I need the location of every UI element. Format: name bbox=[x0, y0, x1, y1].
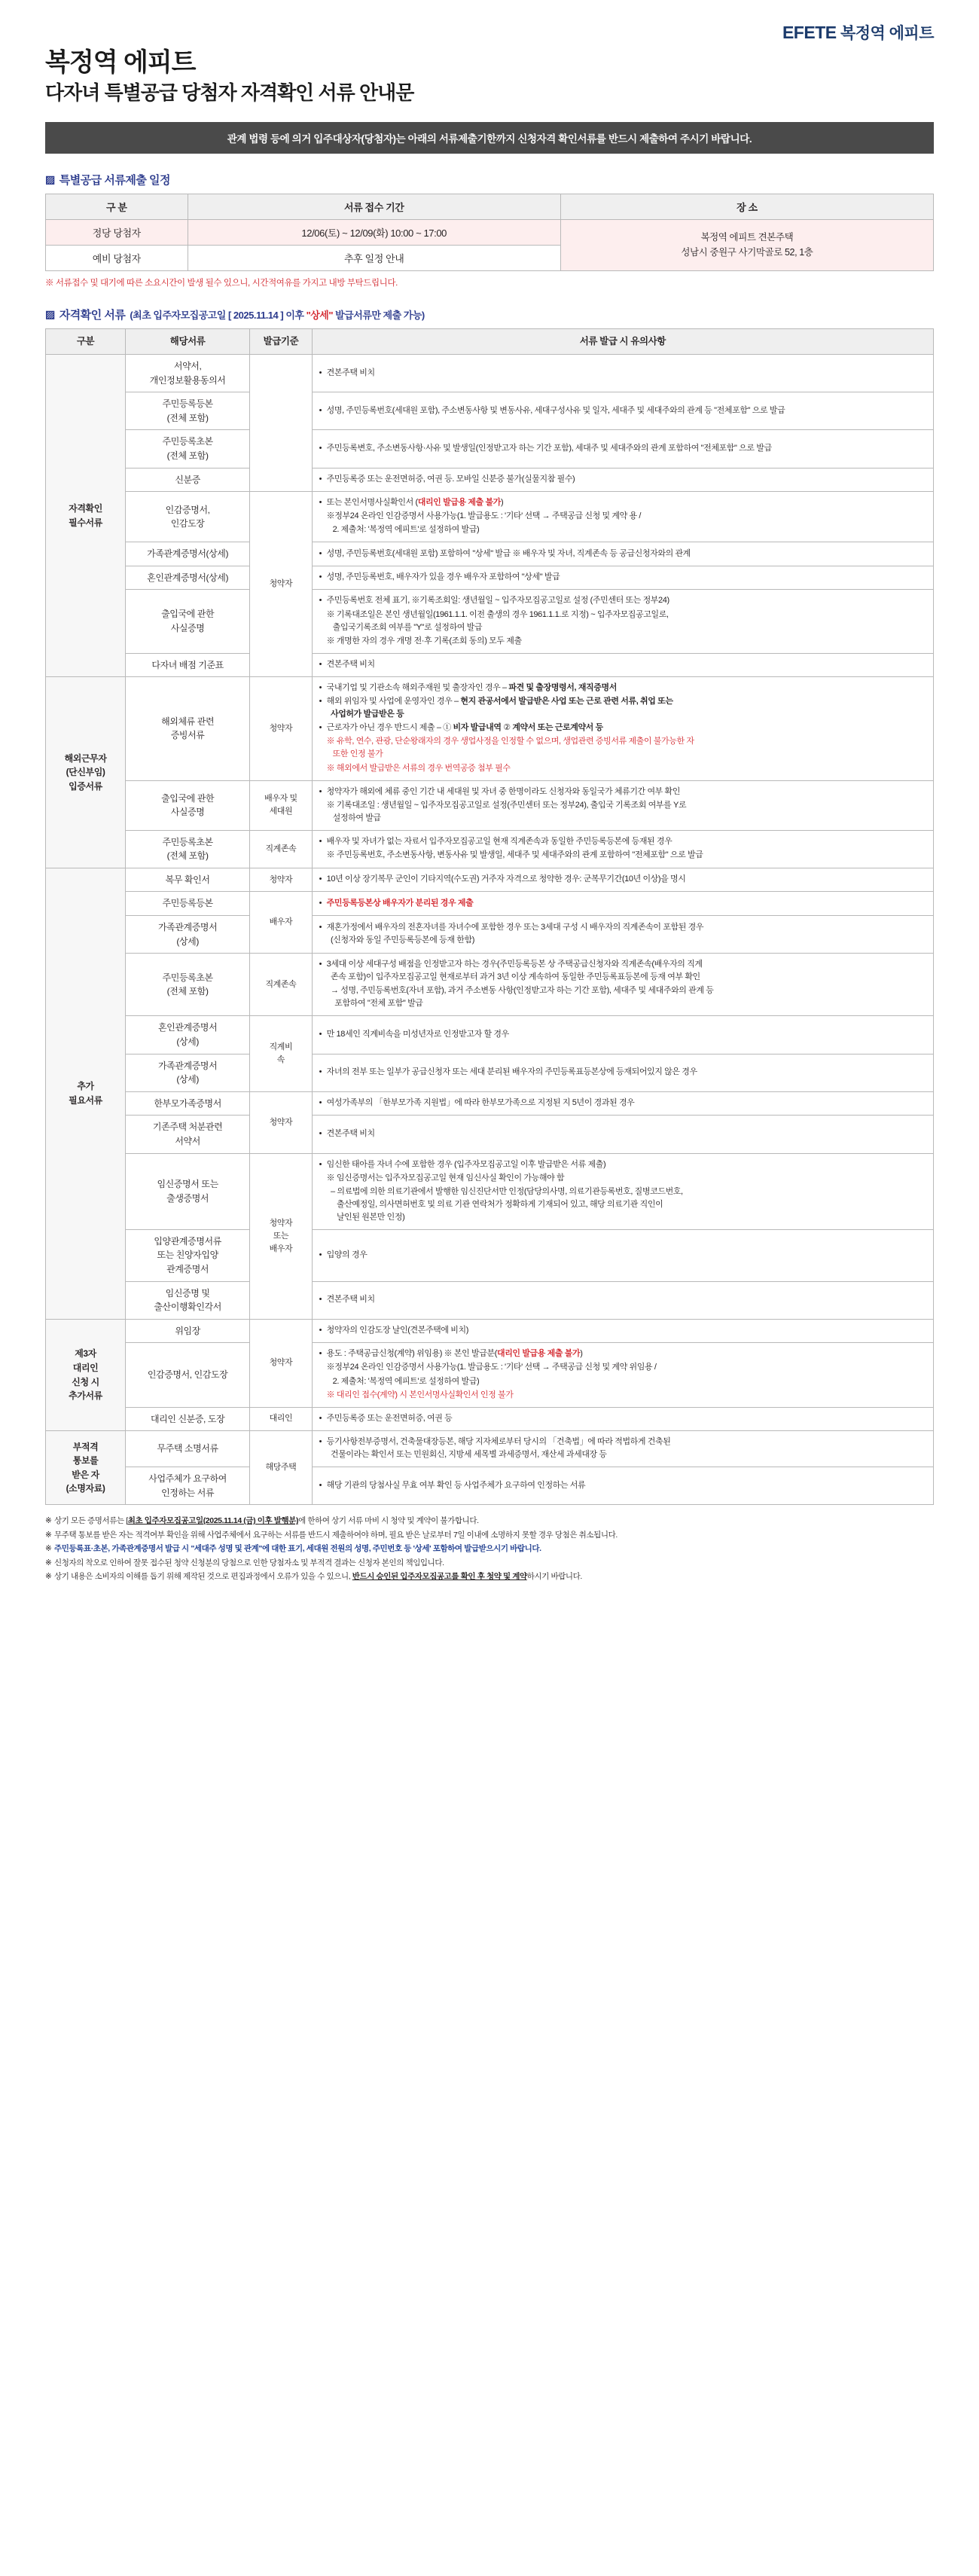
col-period: 서류 접수 기간 bbox=[188, 194, 560, 219]
notes-cell bbox=[312, 590, 933, 653]
row1-period: 12/06(토) ~ 12/09(화) 10:00 ~ 17:00 bbox=[188, 219, 560, 245]
document-name-cell: 주민등록초본 (전체 포함) bbox=[126, 954, 250, 1016]
document-name-cell: 출입국에 관한 사실증명 bbox=[126, 590, 250, 653]
table-row bbox=[46, 916, 934, 954]
category-cell: 제3자 대리인 신청 시 추가서류 bbox=[46, 1319, 126, 1430]
section2-heading bbox=[45, 307, 934, 322]
document-name-cell: 기존주택 처분관련 서약서 bbox=[126, 1116, 250, 1153]
table-row bbox=[46, 1091, 934, 1116]
note-item: • 청약자의 인감도장 날인(견본주택에 비치) bbox=[319, 1324, 929, 1337]
note-item: – 의료법에 의한 의료기관에서 발행한 임신진단서만 인정(담당의사명, 의료기관등록번호, 질병코드번호, 출산예정일, 의사면허번호 및 의료 기관 연락처가 정확하게 기재되어 있고, 해당 의료기관 직인이 날인된 원본만 인정) bbox=[326, 1186, 683, 1222]
note-item: • 입양의 경우 bbox=[319, 1249, 929, 1262]
document-name-cell: 서약서, 개인정보활용동의서 bbox=[126, 354, 250, 392]
issue-basis-cell: 청약자 또는 배우자 bbox=[250, 1153, 313, 1319]
category-cell: 해외근무자 (단신부임) 입증서류 bbox=[46, 677, 126, 868]
notes-cell bbox=[312, 677, 933, 780]
document-name-cell: 출입국에 관한 사실증명 bbox=[126, 780, 250, 830]
notes-cell bbox=[312, 1281, 933, 1319]
note-item: • 3세대 이상 세대구성 배점을 인정받고자 하는 경우(주민등록등본 상 주택공급신청자와 직계존속(배우자의 직계 존속 포함)이 입주자모집공고일 현재로부터 과거 3년 이상 계속하여 동일한 주민등록표등본에 등재 여부 확인 bbox=[319, 958, 929, 984]
table-row bbox=[46, 1467, 934, 1505]
col-gubun: 구 분 bbox=[46, 194, 188, 219]
issue-basis-cell: 청약자 bbox=[250, 868, 313, 892]
table-row bbox=[46, 1153, 934, 1229]
col-category: 구분 bbox=[46, 328, 126, 354]
document-name-cell: 주민등록등본 bbox=[126, 892, 250, 916]
brand-name: EFETE bbox=[782, 23, 837, 42]
note-item: • 배우자 및 자녀가 없는 자료서 입주자모집공고일 현재 직계존속과 동일한 주민등록등본에 등재된 경우 bbox=[319, 835, 929, 848]
category-cell: 추가 필요서류 bbox=[46, 868, 126, 1319]
note-item: • 주민등록변호, 주소변동사항·사유 및 발생일(인정받고자 하는 기간 포함), 세대주 및 세대주와의 관계 포함하여 "전체포함" 으로 발급 bbox=[319, 442, 929, 455]
note-item: • 견본주택 비치 bbox=[319, 658, 929, 671]
document-name-cell: 혼인관계증명서 (상세) bbox=[126, 1016, 250, 1054]
note-item: • 견본주택 비치 bbox=[319, 1128, 929, 1140]
footnote-item: ※ 상기 내용은 소비자의 이해를 돕기 위해 제작된 것으로 편집과정에서 오류가 있을 수 있으니, 반드시 승인된 입주자모집공고를 확인 후 청약 및 계약하시기 바랍니다. bbox=[45, 1570, 934, 1583]
note-item: ※정부24 온라인 인감증명서 사용가능(1. 발급용도 : '기타' 선택 → 주택공급 신청 및 계약 위임용 / bbox=[326, 1363, 657, 1372]
table-row bbox=[46, 542, 934, 566]
notes-cell bbox=[312, 1407, 933, 1431]
brand-bar bbox=[45, 0, 934, 44]
issue-basis-cell bbox=[250, 354, 313, 491]
document-name-cell: 인감증명서, 인감도장 bbox=[126, 1343, 250, 1407]
row2-period: 추후 일정 안내 bbox=[188, 245, 560, 270]
note-item: • 10년 이상 장기복무 군인이 기타지역(수도권) 거주자 자격으로 청약한 경우: 군복무기간(10년 이상)을 명시 bbox=[319, 873, 929, 886]
page-subtitle: 다자녀 특별공급 당첨자 자격확인 서류 안내문 bbox=[45, 81, 414, 105]
section1-title: 특별공급 서류제출 일정 bbox=[59, 173, 170, 187]
note-item: ※ 개명한 자의 경우 개명 전·후 기록(조회 동의) 모두 제출 bbox=[326, 636, 522, 646]
document-name-cell: 가족관계증명서(상세) bbox=[126, 542, 250, 566]
note-item: • 또는 본인서명사실확인서 (대리인 발급용 제출 불가) bbox=[319, 496, 929, 509]
note-item: • 견본주택 비치 bbox=[319, 367, 929, 380]
section2-subnote bbox=[130, 307, 424, 322]
notes-cell bbox=[312, 430, 933, 468]
table-row bbox=[46, 1343, 934, 1407]
table-row bbox=[46, 1431, 934, 1467]
table-row bbox=[46, 1229, 934, 1281]
table-row bbox=[46, 1016, 934, 1054]
col-basis: 발급기준 bbox=[250, 328, 313, 354]
documents-table bbox=[45, 328, 934, 1506]
notes-cell bbox=[312, 1091, 933, 1116]
notes-cell bbox=[312, 1116, 933, 1153]
schedule-warning: ※ 서류접수 및 대기에 따른 소요시간이 발생 될수 있으니, 시간적여유를 가지고 내방 부탁드립니다. bbox=[45, 278, 398, 288]
note-item: ※ 대리인 접수(계약) 시 본인서명사실확인서 인정 불가 bbox=[326, 1390, 514, 1399]
row2-gubun: 예비 당첨자 bbox=[46, 245, 188, 270]
note-item: • 임신한 태아를 자녀 수에 포함한 경우 (입주자모집공고일 이후 발급받은 서류 제출) bbox=[319, 1158, 929, 1171]
table-row bbox=[46, 892, 934, 916]
notes-cell bbox=[312, 1153, 933, 1229]
notes-cell bbox=[312, 1229, 933, 1281]
footnote-item: ※ 상기 모든 증명서류는 [최초 입주자모집공고일(2025.11.14 (금) 이후 발행분)에 한하여 상기 서류 마비 시 청약 및 계약이 불가합니다. bbox=[45, 1514, 934, 1528]
note-item: • 청약자가 해외에 체류 중인 기간 내 세대원 및 자녀 중 한명이라도 신청자와 동일국가 체류기간 여부 확인 bbox=[319, 786, 929, 798]
note-item: ※ 임신증명서는 입주자모집공고일 현재 임신사실 확인이 가능해야 함 bbox=[326, 1173, 565, 1183]
notes-cell bbox=[312, 1343, 933, 1407]
subnote-post: 발급서류만 제출 가능) bbox=[333, 309, 425, 321]
note-item: • 성명, 주민등록번호(세대원 포함) 포함하여 "상세" 발급 ※ 배우자 및 자녀, 직계존속 등 공급신청자와의 관계 bbox=[319, 548, 929, 560]
table-row bbox=[46, 780, 934, 830]
table-row bbox=[46, 1116, 934, 1153]
document-name-cell: 임신증명 및 출산이행확인각서 bbox=[126, 1281, 250, 1319]
document-name-cell: 가족관계증명서 (상세) bbox=[126, 1054, 250, 1091]
issue-basis-cell: 해당주택 bbox=[250, 1431, 313, 1505]
note-item: • 근로자가 아닌 경우 반드시 제출 – ① 비자 발급내역 ② 계약서 또는 근로계약서 등 bbox=[319, 722, 929, 734]
category-cell: 자격확인 필수서류 bbox=[46, 354, 126, 676]
note-item: 2. 제출처: '복정역 에피트'로 설정하여 발급) bbox=[326, 525, 480, 535]
place-line2: 성남시 중원구 사기막골로 52, 1층 bbox=[681, 247, 813, 258]
note-item: • 주민등록증 또는 운전면허증, 여권 등. 모바일 신분증 불가(실물지참 필수) bbox=[319, 473, 929, 486]
issue-basis-cell: 직계존속 bbox=[250, 830, 313, 868]
subnote-mid: ] 이후 bbox=[278, 309, 307, 321]
footnote-item: ※ 주민등록표·초본, 가족관계증명서 발급 시 "세대주 성명 및 관계"에 대한 표기, 세대원 전원의 성명, 주민번호 등 '상세' 포함하여 발급받으시기 바랍니다. bbox=[45, 1542, 934, 1555]
document-name-cell: 한부모가족증명서 bbox=[126, 1091, 250, 1116]
note-item: • 주민등록증 또는 운전면허증, 여권 등 bbox=[319, 1412, 929, 1425]
note-item: ※ 기록대조일 : 생년월일 ~ 입주자모집공고일로 설정(주민센터 또는 정부24), 출입국 기록조회 여부를 Y로 설정하여 발급 bbox=[326, 800, 687, 823]
note-item: • 성명, 주민등록번호(세대원 포함), 주소변동사항 및 변동사유, 세대구성사유 및 일자, 세대주 및 세대주와의 관계 등 "전체포함" 으로 발급 bbox=[319, 404, 929, 417]
table-row bbox=[46, 492, 934, 542]
table-row bbox=[46, 868, 934, 892]
document-name-cell: 주민등록초본 (전체 포함) bbox=[126, 430, 250, 468]
note-item: • 등기사항전부증명서, 건축물대장등본, 해당 지자체로부터 당시의 「건축법」에 따라 적법하게 건축된 건물이라는 확인서 또는 민원회신, 지방세 세목별 과세증명서, 재산세 과세대장 등 bbox=[319, 1436, 929, 1461]
category-cell: 부적격 통보를 받은 자 (소명자료) bbox=[46, 1431, 126, 1505]
notes-cell bbox=[312, 653, 933, 677]
table-row bbox=[46, 830, 934, 868]
note-item: • 자녀의 전부 또는 일부가 공급신청자 또는 세대 분리된 배우자의 주민등록표등본상에 등재되어있지 않은 경우 bbox=[319, 1066, 929, 1079]
row1-gubun: 정당 당첨자 bbox=[46, 219, 188, 245]
table-row bbox=[46, 219, 934, 245]
note-item: ※정부24 온라인 인감증명서 사용가능(1. 발급용도 : '기타' 선택 → 주택공급 신청 및 계약 용 / bbox=[326, 511, 642, 521]
document-name-cell: 주민등록등본 (전체 포함) bbox=[126, 392, 250, 430]
notes-cell bbox=[312, 1467, 933, 1505]
notes-cell bbox=[312, 830, 933, 868]
table-row bbox=[46, 392, 934, 430]
note-item: → 성명, 주민등록번호(자녀 포함), 과거 주소변동 사항(인정받고자 하는 기간 포함), 세대주 및 세대주와의 관계 등 포함하여 "전체 포함" 발급 bbox=[326, 986, 714, 1009]
table-row bbox=[46, 590, 934, 653]
table-row bbox=[46, 1054, 934, 1091]
table-row bbox=[46, 1319, 934, 1343]
subnote-red: "상세" bbox=[306, 309, 334, 321]
document-name-cell: 가족관계증명서 (상세) bbox=[126, 916, 250, 954]
note-item: • 재혼가정에서 배우자의 전혼자녀를 자녀수에 포함한 경우 또는 3세대 구성 시 배우자의 직계존속이 포함된 경우 (신청자와 동일 주민등록등본에 등재 한함) bbox=[319, 921, 929, 947]
issue-basis-cell: 청약자 bbox=[250, 1091, 313, 1153]
note-item: • 해외 위임자 및 사업에 운영자인 경우 – 현지 관공서에서 발급받은 사업 또는 근로 관련 서류, 취업 또는 사업허가 발급받은 등 bbox=[319, 695, 929, 721]
table-row bbox=[46, 1281, 934, 1319]
note-item: 2. 제출처: '복정역 에피트'로 설정하여 발급) bbox=[326, 1376, 480, 1386]
document-name-cell: 입양관계증명서류 또는 친양자입양 관계증명서 bbox=[126, 1229, 250, 1281]
col-place: 장 소 bbox=[560, 194, 933, 219]
footnote-item: ※ 신청자의 착오로 인하여 잘못 접수된 청약 신청분의 당첨으로 인한 당첨자소 및 부적격 결과는 신청자 본인의 책임입니다. bbox=[45, 1556, 934, 1570]
note-item: • 용도 : 주택공급신청(계약) 위임용) ※ 본인 발급분(대리인 발급용 제출 불가) bbox=[319, 1348, 929, 1360]
note-item: • 해당 기관의 당첨사실 무효 여부 확인 등 사업주체가 요구하여 인정하는 서류 bbox=[319, 1479, 929, 1492]
table-row bbox=[46, 354, 934, 392]
table-header-row bbox=[46, 194, 934, 219]
brand-logo bbox=[782, 21, 934, 44]
notes-cell bbox=[312, 354, 933, 392]
notes-cell bbox=[312, 1319, 933, 1343]
document-name-cell: 무주택 소명서류 bbox=[126, 1431, 250, 1467]
notes-cell bbox=[312, 1431, 933, 1467]
issue-basis-cell: 청약자 bbox=[250, 1319, 313, 1407]
note-item: • 주민등록등본상 배우자가 분리된 경우 제출 bbox=[319, 897, 929, 910]
document-name-cell: 다자녀 배점 기준표 bbox=[126, 653, 250, 677]
notes-cell bbox=[312, 868, 933, 892]
footnotes bbox=[45, 1514, 934, 1583]
issue-basis-cell: 청약자 bbox=[250, 492, 313, 677]
issue-basis-cell: 청약자 bbox=[250, 677, 313, 780]
note-item: ※ 주민등록번호, 주소변동사항, 변동사유 및 발생일, 세대주 및 세대주와의 관계 포함하여 "전체포함" 으로 발급 bbox=[326, 850, 703, 860]
issue-basis-cell: 배우자 bbox=[250, 892, 313, 954]
table-row bbox=[46, 653, 934, 677]
table-row bbox=[46, 468, 934, 492]
note-item: • 견본주택 비치 bbox=[319, 1293, 929, 1306]
notes-cell bbox=[312, 566, 933, 590]
notes-cell bbox=[312, 1054, 933, 1091]
document-name-cell: 신분증 bbox=[126, 468, 250, 492]
note-item: • 만 18세인 직계비속을 미성년자로 인정받고자 할 경우 bbox=[319, 1028, 929, 1041]
section1-heading bbox=[45, 172, 934, 188]
note-item: ※ 해외에서 발급받은 서류의 경우 번역공증 첨부 필수 bbox=[326, 763, 511, 773]
table-row bbox=[46, 677, 934, 780]
document-name-cell: 사업주체가 요구하여 인정하는 서류 bbox=[126, 1467, 250, 1505]
notes-cell bbox=[312, 892, 933, 916]
document-name-cell: 해외체류 관련 증빙서류 bbox=[126, 677, 250, 780]
note-item: • 성명, 주민등록번호, 배우자가 있을 경우 배우자 포함하여 "상세" 발급 bbox=[319, 571, 929, 584]
subnote-pre: (최초 입주자모집공고일 [ bbox=[130, 309, 233, 321]
issue-basis-cell: 배우자 및 세대원 bbox=[250, 780, 313, 830]
section-marker-icon: ▨ bbox=[45, 172, 55, 185]
note-item: • 여성가족부의 「한부모가족 지원법」에 따라 한부모가족으로 지정된 지 5년이 경과된 경우 bbox=[319, 1097, 929, 1109]
notes-cell bbox=[312, 954, 933, 1016]
col-document: 해당서류 bbox=[126, 328, 250, 354]
place-line1: 복정역 에피트 견본주택 bbox=[700, 232, 794, 243]
document-name-cell: 혼인관계증명서(상세) bbox=[126, 566, 250, 590]
table-row bbox=[46, 430, 934, 468]
issue-basis-cell: 직계존속 bbox=[250, 954, 313, 1016]
note-item: • 국내기업 및 기관소속 해외주재원 및 출장자인 경우 – 파견 및 출장명령서, 재직증명서 bbox=[319, 682, 929, 694]
notes-cell bbox=[312, 492, 933, 542]
document-name-cell: 대리인 신분증, 도장 bbox=[126, 1407, 250, 1431]
footnote-item: ※ 무주택 통보를 받은 자는 적격여부 확인을 위해 사업주체에서 요구하는 서류를 반드시 제출하여야 하며, 필요 받은 날로부터 7일 이내에 소명하지 못할 경우 당첨은 취소됩니다. bbox=[45, 1528, 934, 1542]
document-name-cell: 복무 확인서 bbox=[126, 868, 250, 892]
schedule-table bbox=[45, 194, 934, 271]
note-item: ※ 기록대조일은 본인 생년월일(1961.1.1. 이전 출생의 경우 1961.1.1.로 지정) ~ 입주자모집공고일로, 출입국기록조회 여부를 "Y"로 설정하여 발급 bbox=[326, 609, 669, 632]
notes-cell bbox=[312, 542, 933, 566]
notes-cell bbox=[312, 468, 933, 492]
note-item: ※ 유학, 연수, 관광, 단순왕래자의 경우 생업사정을 인정할 수 없으며, 생업관련 증빙서류 제출이 불가능한 자 또한 인정 불가 bbox=[326, 737, 694, 759]
notes-cell bbox=[312, 916, 933, 954]
note-item: • 주민등록번호 전체 표기, ※기록조회일: 생년월일 ~ 입주자모집공고일로 설정 (주민센터 또는 정부24) bbox=[319, 594, 929, 607]
place-cell bbox=[560, 219, 933, 270]
section-marker-icon: ▨ bbox=[45, 307, 55, 320]
issue-basis-cell: 직계비 속 bbox=[250, 1016, 313, 1091]
notes-cell bbox=[312, 780, 933, 830]
page-title: 복정역 에피트 bbox=[45, 48, 196, 77]
table-row bbox=[46, 566, 934, 590]
document-name-cell: 위임장 bbox=[126, 1319, 250, 1343]
document-name-cell: 임신증명서 또는 출생증명서 bbox=[126, 1153, 250, 1229]
table-row bbox=[46, 1407, 934, 1431]
notes-cell bbox=[312, 1016, 933, 1054]
document-name-cell: 인감증명서, 인감도장 bbox=[126, 492, 250, 542]
issue-basis-cell: 대리인 bbox=[250, 1407, 313, 1431]
brand-subname: 복정역 에피트 bbox=[840, 25, 934, 42]
section2-title: 자격확인 서류 bbox=[59, 308, 126, 322]
notes-cell bbox=[312, 392, 933, 430]
subnote-date: 2025.11.14 bbox=[233, 309, 279, 321]
notice-banner: 관계 법령 등에 의거 입주대상자(당첨자)는 아래의 서류제출기한까지 신청자격 확인서류를 반드시 제출하여 주시기 바랍니다. bbox=[45, 122, 934, 154]
table-header-row bbox=[46, 328, 934, 354]
document-name-cell: 주민등록초본 (전체 포함) bbox=[126, 830, 250, 868]
title-block bbox=[45, 48, 934, 105]
col-notes: 서류 발급 시 유의사항 bbox=[312, 328, 933, 354]
table-row bbox=[46, 954, 934, 1016]
